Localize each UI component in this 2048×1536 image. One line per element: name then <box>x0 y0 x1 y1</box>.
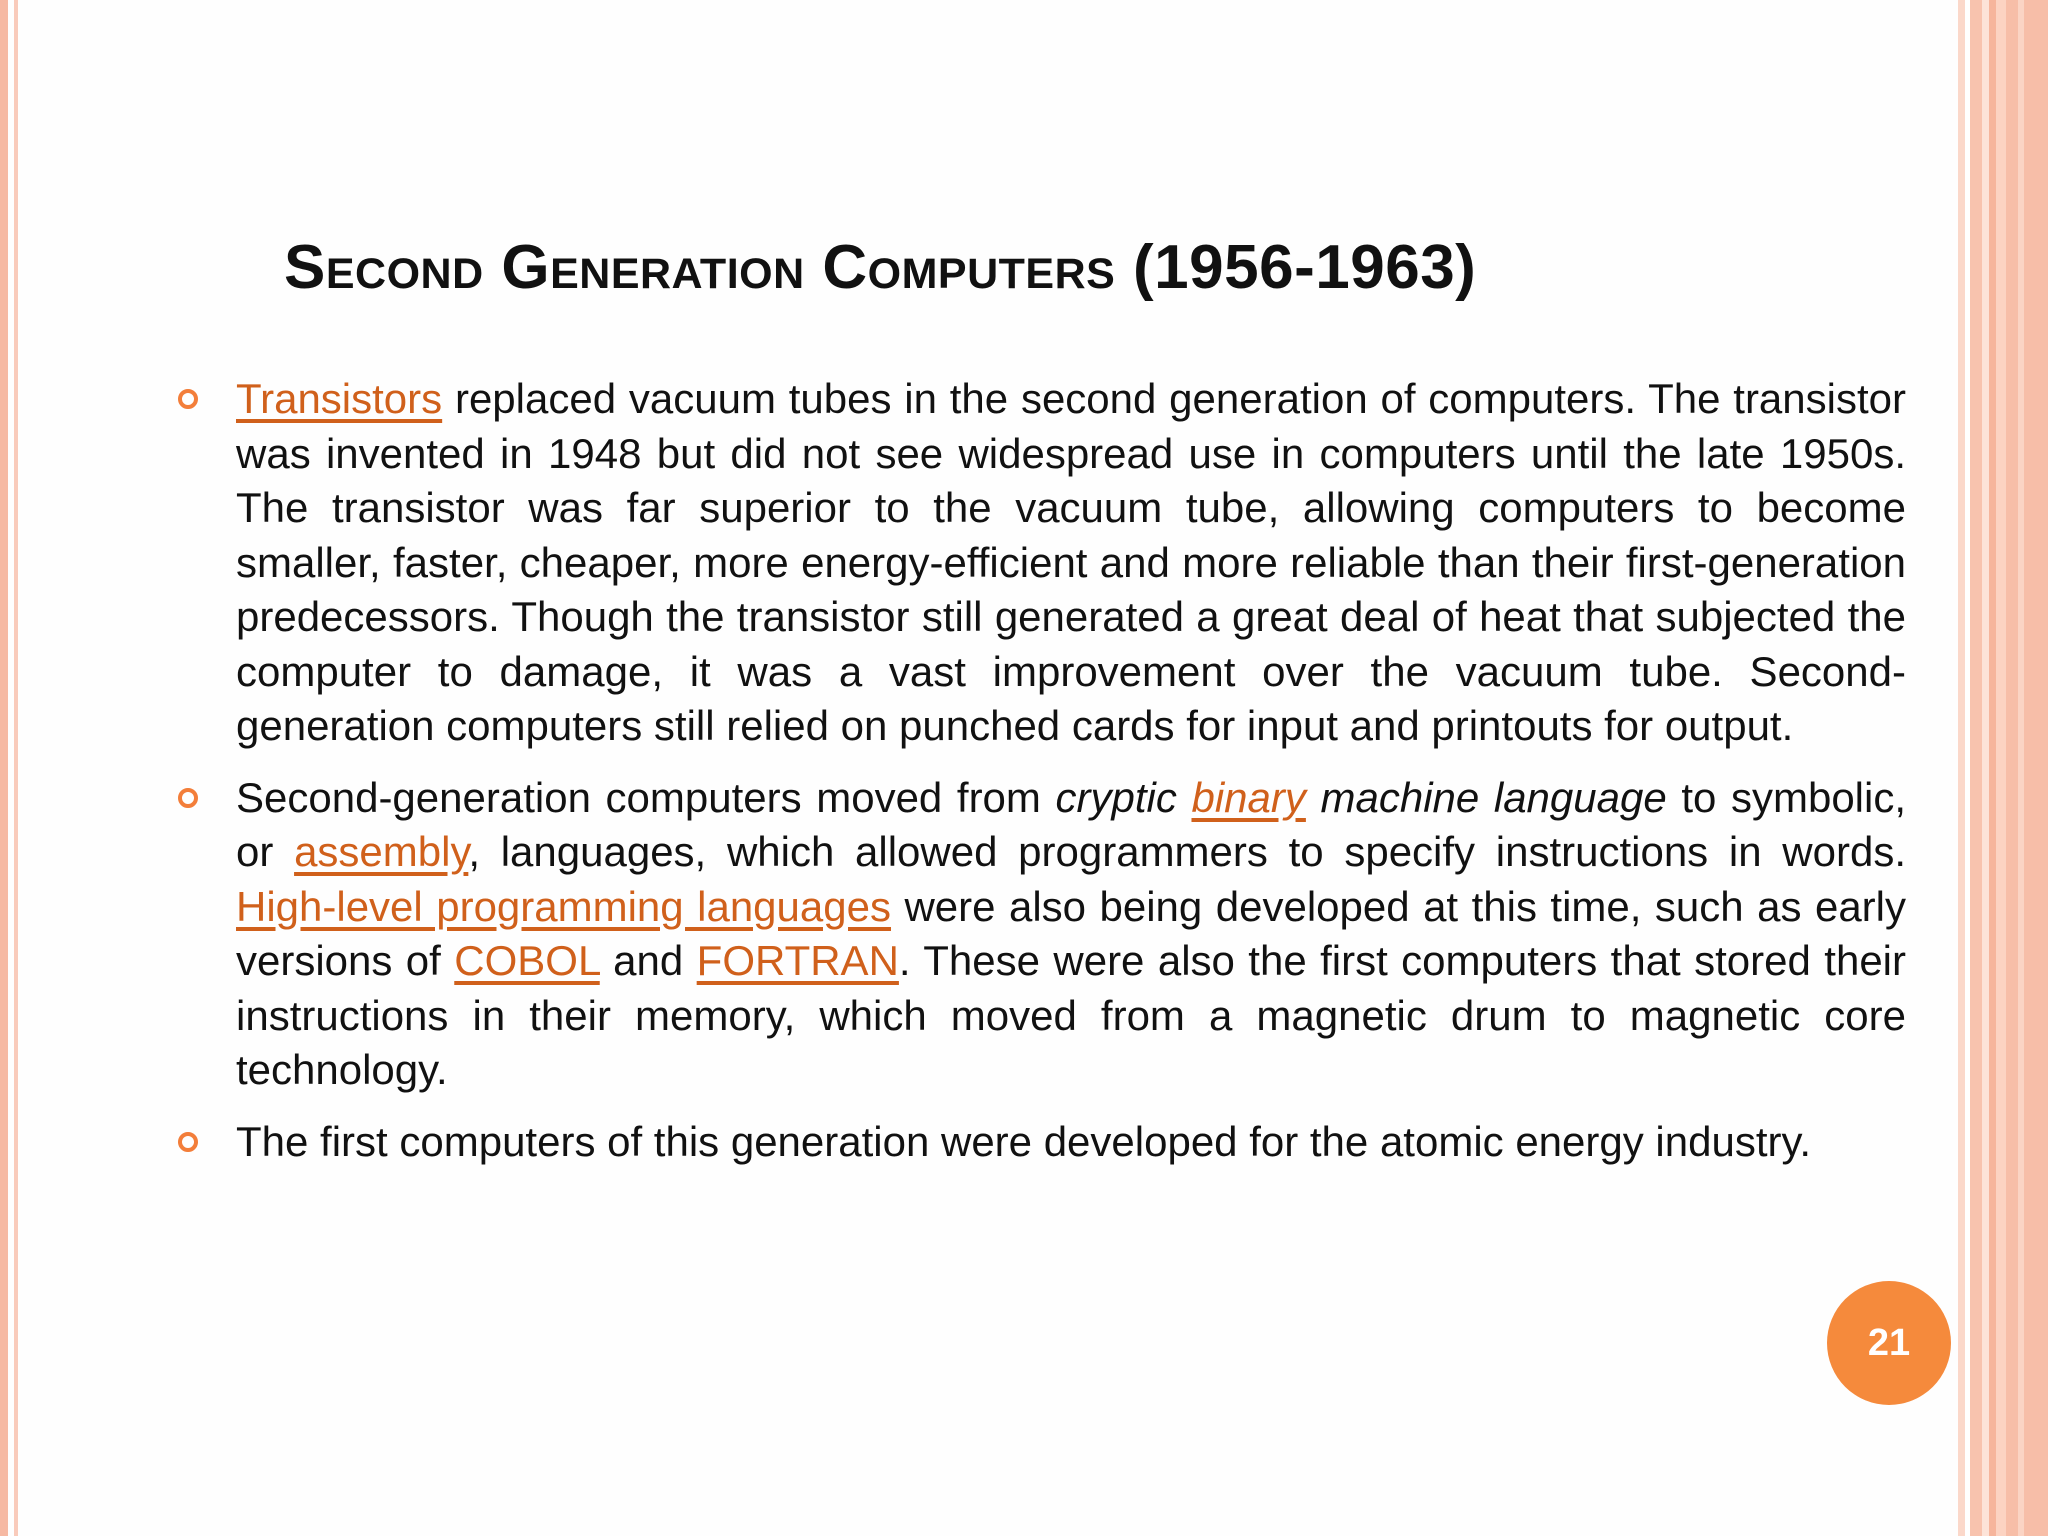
hollow-circle-bullet-icon <box>178 389 198 409</box>
bullet-item-languages <box>176 771 1906 1098</box>
bullet-text: , languages, which allowed programmers to specify instructions in words. <box>468 828 1906 875</box>
right-stripe-decoration <box>1989 0 1996 1536</box>
bullet-text: and <box>599 937 697 984</box>
page-number: 21 <box>1867 1321 1911 1364</box>
link-high-level-programming-languages[interactable]: High-level programming languages <box>236 882 891 930</box>
bullet-text-italic: machine language <box>1305 773 1667 821</box>
right-stripe-decoration <box>2006 0 2048 1536</box>
bullet-text: were also being developed at this time, such as early versions of <box>236 882 1906 984</box>
bullet-item-transistors <box>176 372 1906 754</box>
link-binary[interactable]: binary <box>1191 773 1306 821</box>
hollow-circle-bullet-icon <box>178 788 198 808</box>
link-cobol[interactable]: COBOL <box>454 937 600 984</box>
right-stripe-decoration <box>1970 0 1982 1536</box>
left-border-decoration-inner <box>14 0 18 1536</box>
bullet-text-italic: cryptic <box>1055 773 1192 821</box>
bullet-item-atomic-energy <box>176 1115 1906 1170</box>
link-fortran[interactable]: FORTRAN <box>696 937 899 984</box>
bullet-list <box>176 372 1906 1186</box>
page-number-badge <box>1827 1281 1951 1405</box>
link-transistors[interactable]: Transistors <box>236 375 443 422</box>
link-assembly[interactable]: assembly <box>294 828 469 875</box>
bullet-text: to symbolic, or <box>236 773 1907 875</box>
right-stripe-decoration <box>1996 0 2006 1536</box>
bullet-text: The first computers of this generation were developed for the atomic energy industry. <box>236 1117 1812 1165</box>
hollow-circle-bullet-icon <box>178 1132 198 1152</box>
bullet-text: replaced vacuum tubes in the second generation of computers. The transistor was invented in 1948 but did not see widespread use in computers until the late 1950s. The transistor was far superior to the vacuum tube, allowing computers to become smaller, faster, cheaper, more energy-efficient and more reliable than their first-generation predecessors. Though the transistor still generated a great deal of heat that subjected the computer to damage, it was a vast improvement over the vacuum tube. Second-generation computers still relied on punched cards for input and printouts for output. <box>236 375 1906 749</box>
right-stripe-decoration <box>2018 0 2024 1536</box>
bullet-text: Second-generation computers moved from <box>236 773 1056 821</box>
right-stripe-decoration <box>1958 0 1965 1536</box>
right-stripe-decoration <box>1982 0 1989 1536</box>
bullet-text: . These were also the first computers that stored their instructions in their memory, which moved from a magnetic drum to magnetic core technology. <box>236 937 1906 1093</box>
slide-title: Second Generation Computers (1956-1963) <box>284 233 1477 302</box>
left-border-decoration <box>0 0 8 1536</box>
